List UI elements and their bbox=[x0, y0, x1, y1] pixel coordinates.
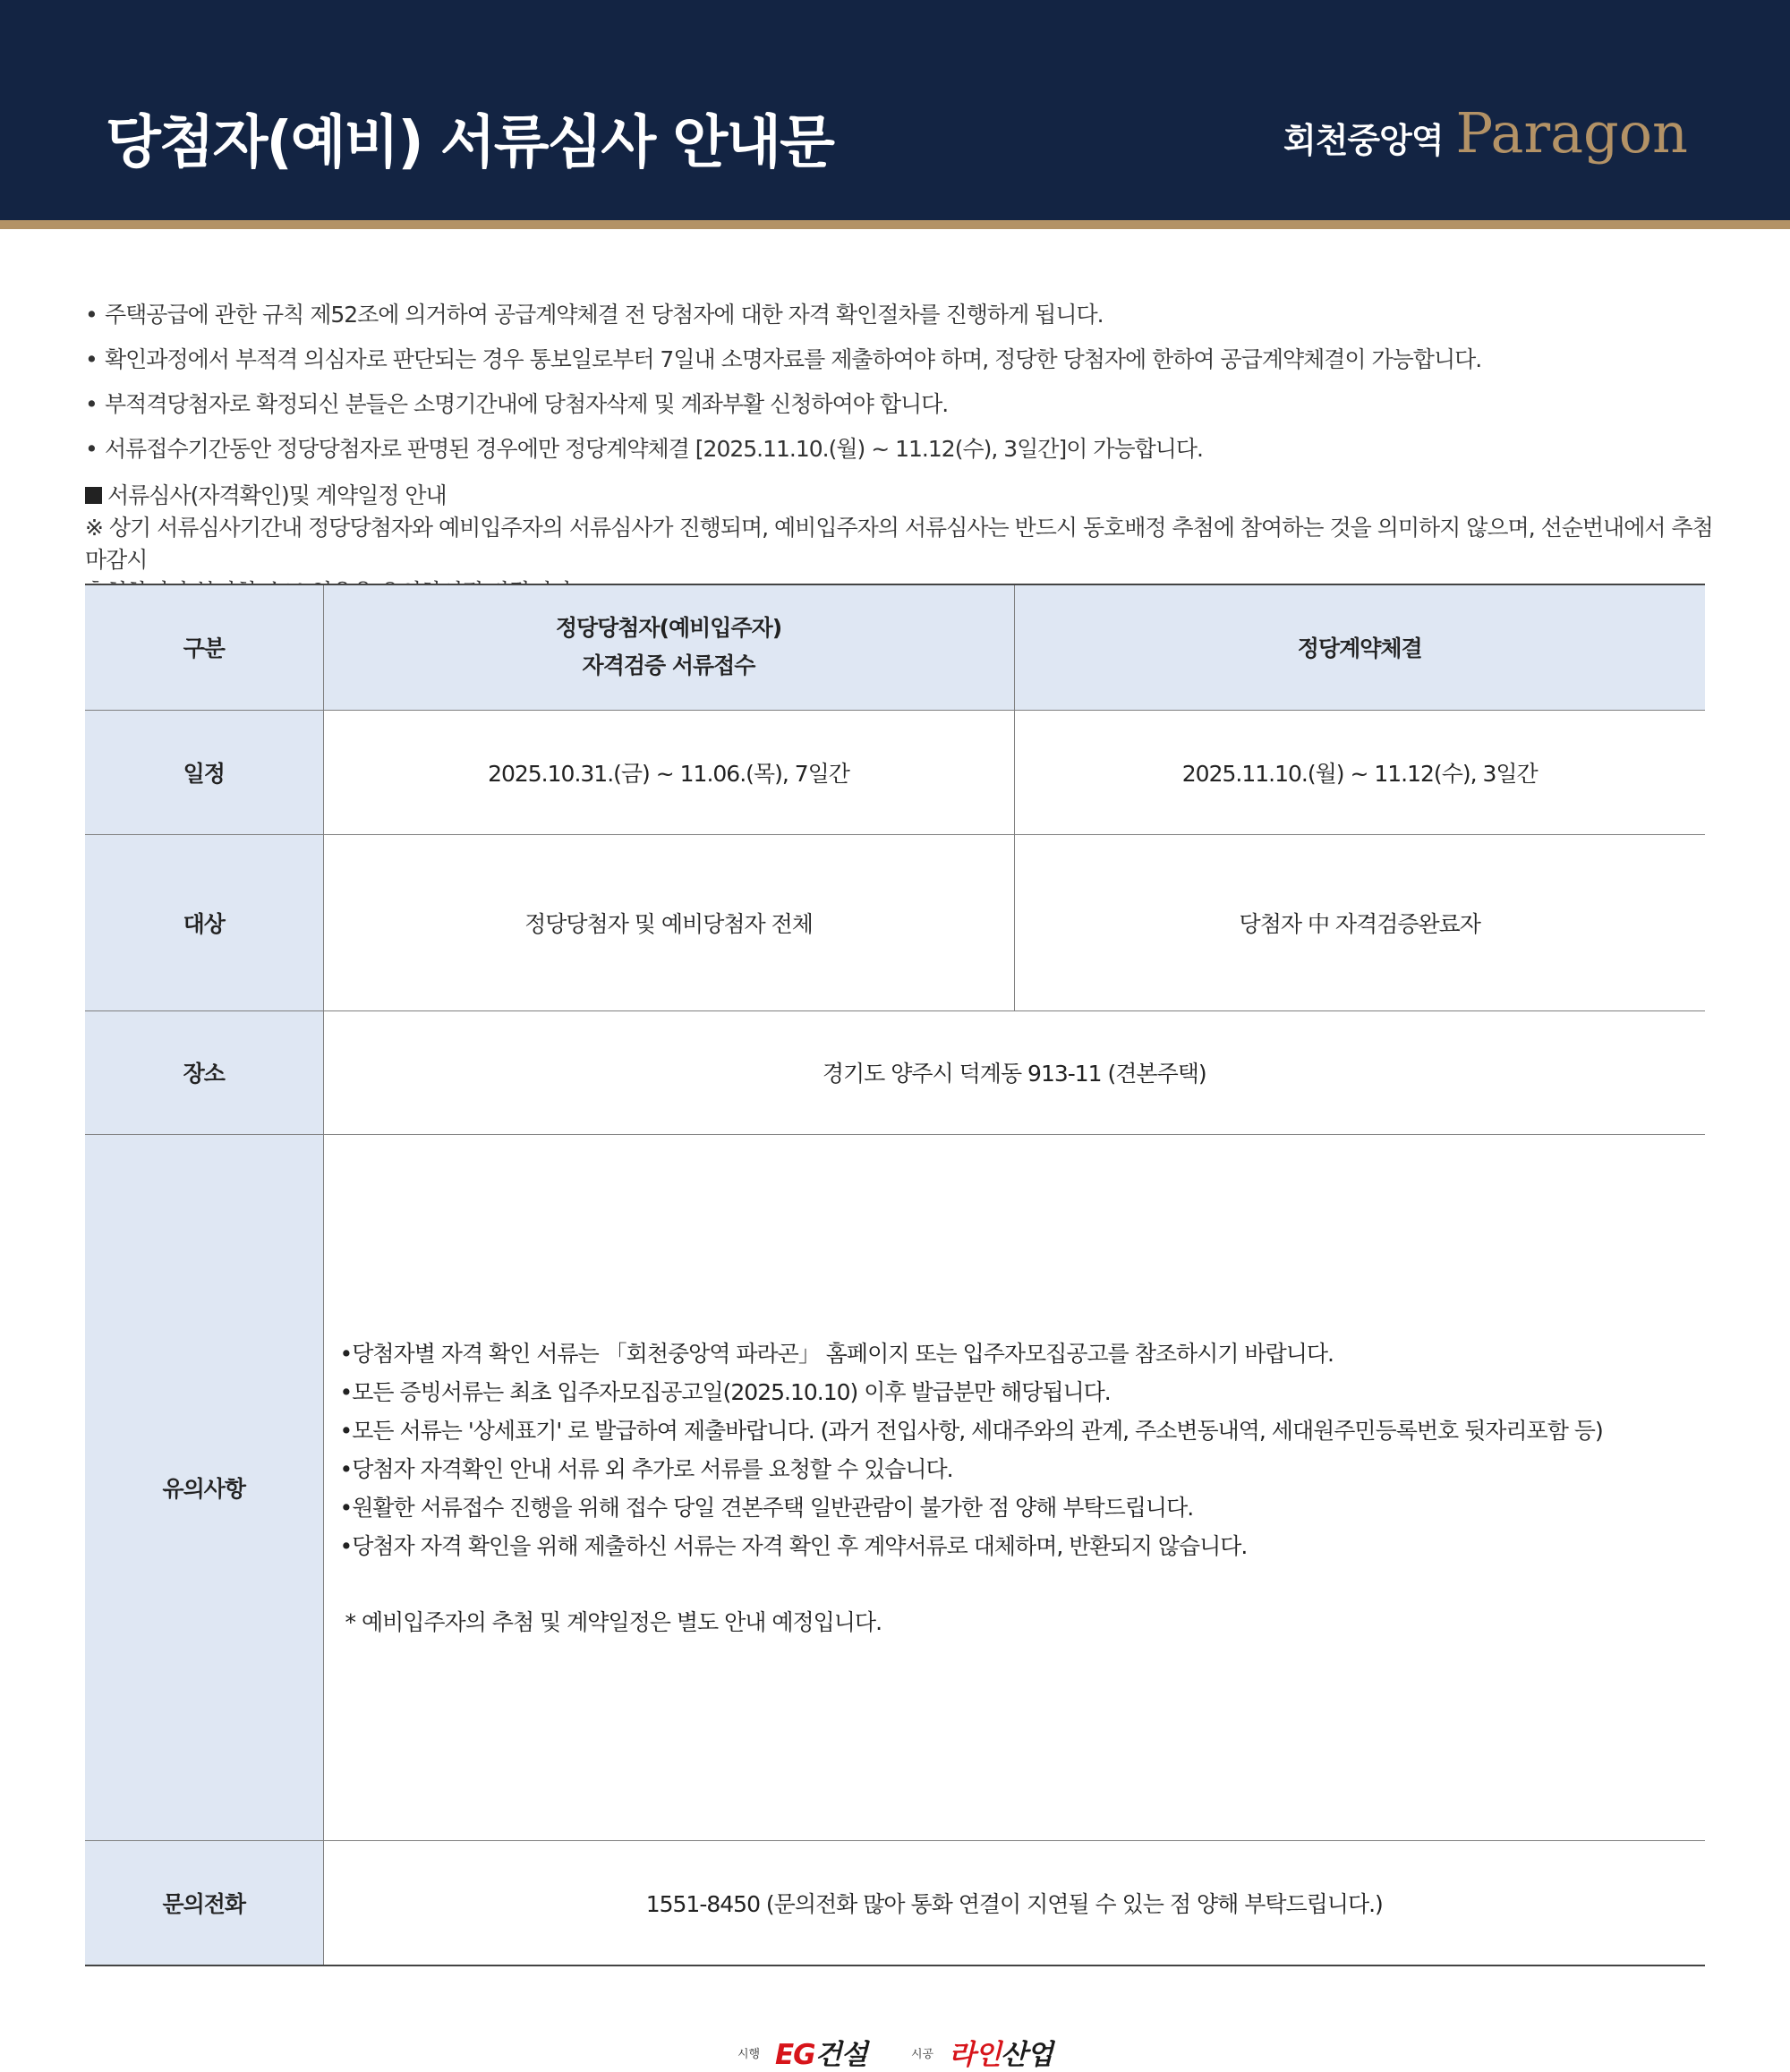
table-row-phone bbox=[85, 1840, 1705, 1965]
cell-review-target: 정당당첨자 및 예비당첨자 전체 bbox=[323, 834, 1014, 1010]
bullet-icon: • bbox=[85, 436, 98, 462]
bullet-icon: • bbox=[85, 302, 98, 328]
notice-bullet bbox=[85, 345, 1714, 390]
notice-bullet bbox=[85, 435, 1714, 480]
header-cell-line: 정당당첨자(예비입주자) bbox=[555, 615, 782, 642]
header-cell-document-review bbox=[323, 584, 1014, 710]
row-label-place: 장소 bbox=[85, 1010, 323, 1134]
builder-logo bbox=[949, 2032, 1053, 2072]
schedule-table-container bbox=[85, 584, 1705, 1965]
builder-logo-text: 산업 bbox=[1000, 2039, 1053, 2071]
cell-contract-dates: 2025.11.10.(월) ~ 11.12(수), 3일간 bbox=[1014, 710, 1705, 834]
developer-label: 시행 bbox=[737, 2048, 761, 2061]
cell-place: 경기도 양주시 덕계동 913-11 (견본주택) bbox=[323, 1010, 1705, 1134]
brand-name-korean: 회천중앙역 bbox=[1283, 121, 1444, 160]
note-item: •당첨자별 자격 확인 서류는 「회천중앙역 파라곤」 홈페이지 또는 입주자모집공고를 참조하시기 바랍니다. bbox=[339, 1341, 1334, 1367]
footer-logos bbox=[0, 2032, 1790, 2071]
table-row-notes bbox=[85, 1134, 1705, 1840]
notice-text: 확인과정에서 부적격 의심자로 판단되는 경우 통보일로부터 7일내 소명자료를 제출하여야 하며, 정당한 당첨자에 한하여 공급계약체결이 가능합니다. bbox=[105, 346, 1482, 372]
note-item: •원활한 서류접수 진행을 위해 접수 당일 견본주택 일반관람이 불가한 점 양해 부탁드립니다. bbox=[339, 1495, 1194, 1521]
notice-section bbox=[85, 301, 1714, 609]
notice-bullet bbox=[85, 390, 1714, 435]
note-item: •당첨자 자격 확인을 위해 제출하신 서류는 자격 확인 후 계약서류로 대체하며, 반환되지 않습니다. bbox=[339, 1533, 1248, 1559]
table-row-place bbox=[85, 1010, 1705, 1134]
note-item: •당첨자 자격확인 안내 서류 외 추가로 서류를 요청할 수 있습니다. bbox=[339, 1456, 953, 1482]
schedule-table bbox=[85, 584, 1705, 1966]
table-header-row bbox=[85, 584, 1705, 710]
header-cell-line: 자격검증 서류접수 bbox=[582, 652, 755, 679]
section-heading-text: 서류심사(자격확인)및 계약일정 안내 bbox=[107, 482, 447, 508]
cell-phone: 1551-8450 (문의전화 많아 통화 연결이 지연될 수 있는 점 양해 부탁드립니다.) bbox=[323, 1840, 1705, 1965]
square-bullet-icon bbox=[85, 487, 102, 504]
notice-text: 서류접수기간동안 정당당첨자로 판명된 경우에만 정당계약체결 [2025.11.10.(월) ~ 11.12(수), 3일간]이 가능합니다. bbox=[105, 436, 1203, 462]
page-title: 당첨자(예비) 서류심사 안내문 bbox=[106, 110, 833, 176]
row-label-schedule: 일정 bbox=[85, 710, 323, 834]
bullet-icon: • bbox=[85, 391, 98, 417]
note-item: •모든 증빙서류는 최초 입주자모집공고일(2025.10.10) 이후 발급분만 해당됩니다. bbox=[339, 1379, 1111, 1405]
header-cell-contract: 정당계약체결 bbox=[1014, 584, 1705, 710]
header-cell-category: 구분 bbox=[85, 584, 323, 710]
note-footnote: * 예비입주자의 추첨 및 계약일정은 별도 안내 예정입니다. bbox=[345, 1609, 882, 1635]
builder-label: 시공 bbox=[911, 2048, 934, 2061]
notes-list bbox=[340, 1333, 1706, 1641]
section-note: ※ 상기 서류심사기간내 정당당첨자와 예비입주자의 서류심사가 진행되며, 예비입주자의 서류심사는 반드시 동호배정 추첨에 참여하는 것을 의미하지 않으며, 선순번내에서 추첨 마감시 bbox=[85, 515, 1713, 573]
header-divider bbox=[0, 220, 1790, 229]
developer-logo-text: 건설 bbox=[814, 2039, 867, 2071]
cell-contract-target: 당첨자 中 자격검증완료자 bbox=[1014, 834, 1705, 1010]
brand-logo bbox=[1283, 100, 1688, 166]
cell-review-dates: 2025.10.31.(금) ~ 11.06.(목), 7일간 bbox=[323, 710, 1014, 834]
notice-bullet bbox=[85, 301, 1714, 345]
cell-notes bbox=[323, 1134, 1705, 1840]
notice-text: 부적격당첨자로 확정되신 분들은 소명기간내에 당첨자삭제 및 계좌부활 신청하여야 합니다. bbox=[105, 391, 949, 417]
notice-text: 주택공급에 관한 규칙 제52조에 의거하여 공급계약체결 전 당첨자에 대한 자격 확인절차를 진행하게 됩니다. bbox=[105, 302, 1104, 328]
row-label-notes: 유의사항 bbox=[85, 1134, 323, 1840]
row-label-target: 대상 bbox=[85, 834, 323, 1010]
builder-logo-mark: 라인 bbox=[949, 2039, 1001, 2071]
table-row-schedule bbox=[85, 710, 1705, 834]
developer-logo-mark: EG bbox=[775, 2039, 815, 2071]
section-heading bbox=[85, 480, 1714, 512]
row-label-phone: 문의전화 bbox=[85, 1840, 323, 1965]
table-row-target bbox=[85, 834, 1705, 1010]
brand-name-english: Paragon bbox=[1455, 100, 1688, 166]
bullet-icon: • bbox=[85, 346, 98, 372]
developer-logo bbox=[775, 2032, 867, 2072]
note-item: •모든 서류는 '상세표기' 로 발급하여 제출바랍니다. (과거 전입사항, 세대주와의 관계, 주소변동내역, 세대원주민등록번호 뒷자리포함 등) bbox=[339, 1418, 1603, 1444]
